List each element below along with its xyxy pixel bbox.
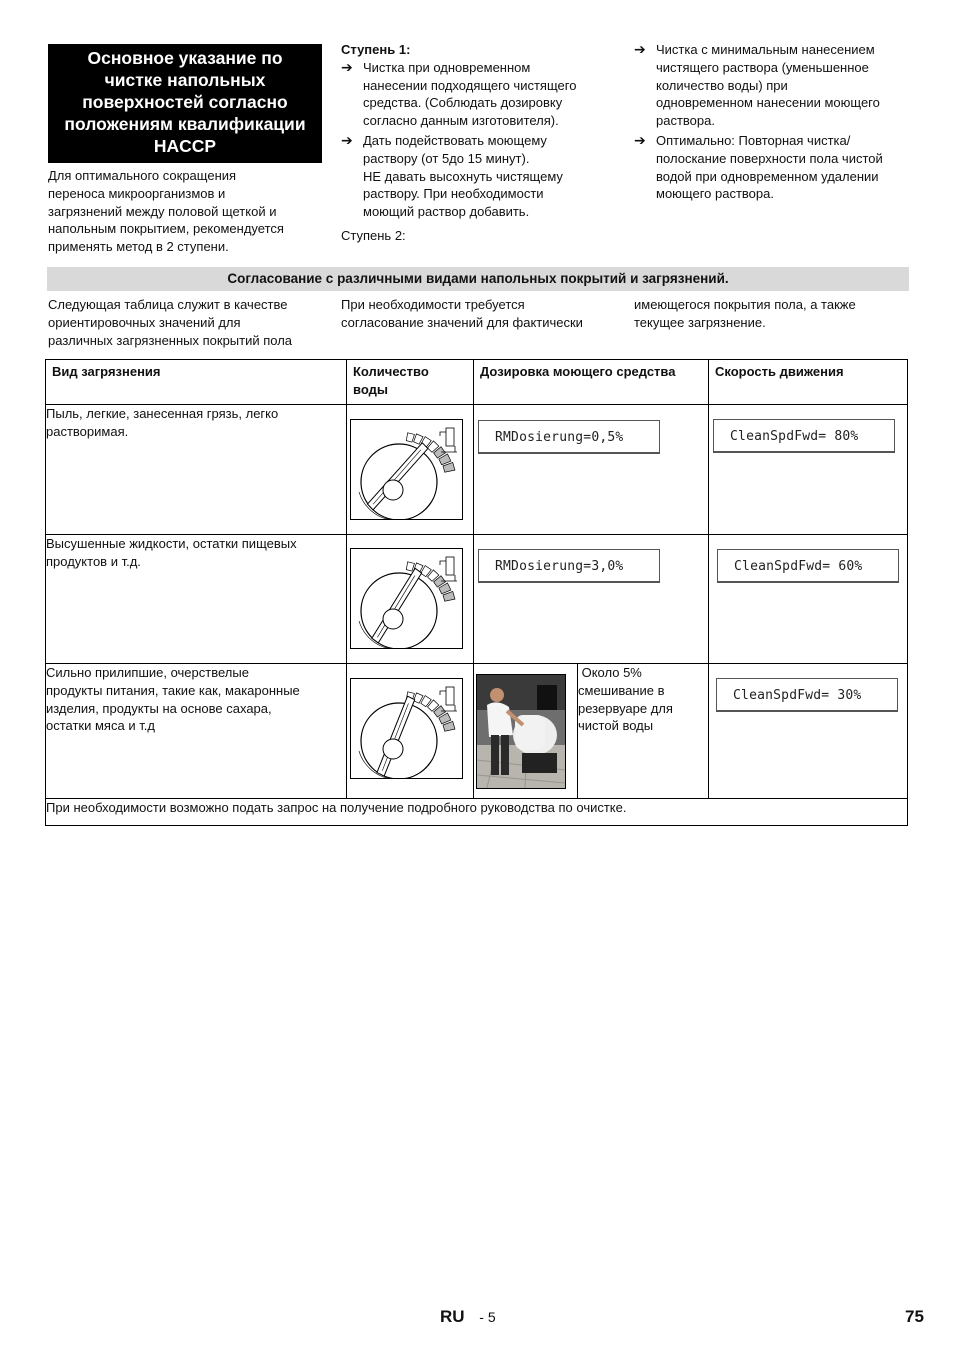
- dial-scale-segment: [443, 462, 455, 472]
- text-line: моющий раствор добавить.: [363, 204, 530, 220]
- text-line: моющего раствора.: [656, 186, 774, 202]
- language-code: RU: [440, 1307, 465, 1326]
- table-row: [46, 664, 908, 799]
- text-line: изделия, продукты на основе сахара,: [46, 700, 272, 716]
- water-dial-icon: [350, 548, 463, 649]
- water-dial-icon: [350, 678, 463, 779]
- dial-scale-segment: [443, 721, 455, 731]
- step2-item: [634, 41, 914, 130]
- text-line: количество воды) при: [656, 77, 788, 93]
- text-line: остатки мяса и т.д: [46, 718, 155, 734]
- text-line: Около 5%: [578, 665, 642, 680]
- dial-knob: [383, 739, 403, 759]
- text-line: имеющегося покрытия пола, а также: [634, 297, 856, 312]
- detergent-cell: [474, 535, 709, 664]
- text-line: Дать подействовать моющему: [363, 132, 547, 148]
- section-text-col2: [341, 296, 626, 332]
- text-line: растворимая.: [46, 423, 129, 439]
- text-line: согласование значений для фактически: [341, 314, 583, 330]
- text-line: НЕ давать высохнуть чистящему: [363, 168, 563, 184]
- machine-operator-photo: [476, 674, 566, 789]
- text-line: раствору. При необходимости: [363, 186, 544, 202]
- text-line: смешивание в: [578, 682, 665, 698]
- section-number: - 5: [479, 1309, 496, 1325]
- header-detergent: Дозировка моющего средства: [474, 360, 709, 405]
- step1-item: [341, 132, 611, 221]
- soil-cell: [46, 535, 347, 664]
- text-line: Сильно прилипшие, очерствелые: [46, 665, 249, 680]
- dial-knob: [383, 480, 403, 500]
- speed-display: CleanSpdFwd= 30%: [716, 678, 898, 712]
- text-line: различных загрязненных покрытий пола: [48, 332, 293, 348]
- text-line: Следующая таблица служит в качестве: [48, 297, 288, 312]
- arrow-right-icon: ➔: [634, 41, 646, 57]
- section-text-col3: [634, 296, 919, 332]
- dial-scale-segment: [406, 562, 414, 571]
- intro-paragraph: [48, 167, 328, 256]
- text-line: напольным покрытием, рекомендуется: [48, 221, 284, 237]
- arrow-right-icon: ➔: [341, 131, 353, 148]
- speed-cell: [709, 405, 908, 535]
- soil-cell: [46, 664, 347, 799]
- text-line: раствора.: [656, 113, 715, 129]
- table-row: [46, 405, 908, 535]
- step1-heading: Ступень 1:: [341, 42, 411, 57]
- text-line: При необходимости требуется: [341, 297, 525, 312]
- table-footer-row: [46, 799, 908, 826]
- speed-display: CleanSpdFwd= 60%: [717, 549, 899, 583]
- text-line: Для оптимального сокращения: [48, 168, 237, 183]
- cleaning-table: [45, 359, 908, 826]
- detergent-cell: [474, 405, 709, 535]
- text-line: продуктов и т.д.: [46, 553, 141, 569]
- table-header-row: [46, 360, 908, 405]
- section-title: [48, 44, 322, 163]
- table-row: [46, 535, 908, 664]
- title-line: положениям квалификации: [64, 114, 306, 134]
- water-cell: [347, 664, 474, 799]
- speed-cell: [709, 535, 908, 664]
- soil-cell: [46, 405, 347, 535]
- text-line: одновременном нанесении моющего: [656, 95, 880, 111]
- text-line: текущее загрязнение.: [634, 314, 766, 330]
- page-number: 75: [905, 1307, 924, 1326]
- footer-language: [440, 1306, 496, 1328]
- arrow-right-icon: ➔: [341, 58, 353, 75]
- step1-item: [341, 59, 611, 130]
- table-footer-note: При необходимости возможно подать запрос на получение подробного руководства по очистке.: [46, 799, 908, 826]
- water-cell: [347, 535, 474, 664]
- step2-label: Ступень 2:: [341, 227, 406, 243]
- title-line: чистке напольных: [104, 70, 266, 90]
- text-line: Количество: [353, 364, 429, 379]
- speed-cell: [709, 664, 908, 799]
- text-line: средства. (Соблюдать дозировку: [363, 95, 563, 111]
- text-line: применять метод в 2 ступени.: [48, 239, 229, 255]
- detergent-display: RMDosierung=0,5%: [478, 420, 660, 454]
- text-line: загрязнений между половой щеткой и: [48, 203, 277, 219]
- arrow-right-icon: ➔: [634, 131, 646, 148]
- text-line: чистой воды: [578, 718, 654, 734]
- text-line: Чистка с минимальным нанесением: [656, 42, 875, 57]
- header-speed: Скорость движения: [709, 360, 908, 405]
- text-line: водой при одновременном удалении: [656, 168, 879, 184]
- text-line: ориентировочных значений для: [48, 314, 241, 330]
- water-cell: [347, 405, 474, 535]
- text-line: чистящего раствора (уменьшенное: [656, 59, 869, 75]
- title-line: Основное указание по: [87, 48, 283, 68]
- text-line: согласно данным изготовителя).: [363, 113, 559, 129]
- title-line: HACCP: [153, 136, 217, 156]
- title-line: поверхностей согласно: [82, 92, 288, 112]
- text-line: полоскание поверхности пола чистой: [656, 150, 883, 166]
- text-line: Оптимально: Повторная чистка/: [656, 132, 851, 148]
- detergent-note-cell: [578, 664, 709, 799]
- water-dial-icon: [350, 419, 463, 520]
- speed-display: CleanSpdFwd= 80%: [713, 419, 895, 453]
- text-line: Чистка при одновременном: [363, 59, 531, 75]
- section-text-col1: [48, 296, 333, 349]
- text-line: воды: [353, 381, 388, 397]
- header-soil-type: Вид загрязнения: [46, 360, 347, 405]
- dial-scale-segment: [443, 591, 455, 601]
- header-water-amount: [347, 360, 474, 405]
- text-line: нанесении подходящего чистящего: [363, 77, 577, 93]
- photo-cell: [474, 664, 578, 799]
- text-line: Высушенные жидкости, остатки пищевых: [46, 536, 297, 551]
- step1-column: [341, 41, 611, 245]
- dial-scale-segment: [406, 433, 414, 442]
- section-heading: Согласование с различными видами напольных покрытий и загрязнений.: [47, 267, 909, 291]
- text-line: раствору (от 5до 15 минут).: [363, 150, 530, 166]
- text-line: резервуаре для: [578, 700, 673, 716]
- text-line: Пыль, легкие, занесенная грязь, легко: [46, 406, 279, 421]
- step2-item: [634, 132, 914, 203]
- detergent-display: RMDosierung=3,0%: [478, 549, 660, 583]
- dial-knob: [383, 609, 403, 629]
- text-line: переноса микроорганизмов и: [48, 185, 226, 201]
- step2-column: [634, 41, 914, 203]
- text-line: продукты питания, такие как, макаронные: [46, 682, 300, 698]
